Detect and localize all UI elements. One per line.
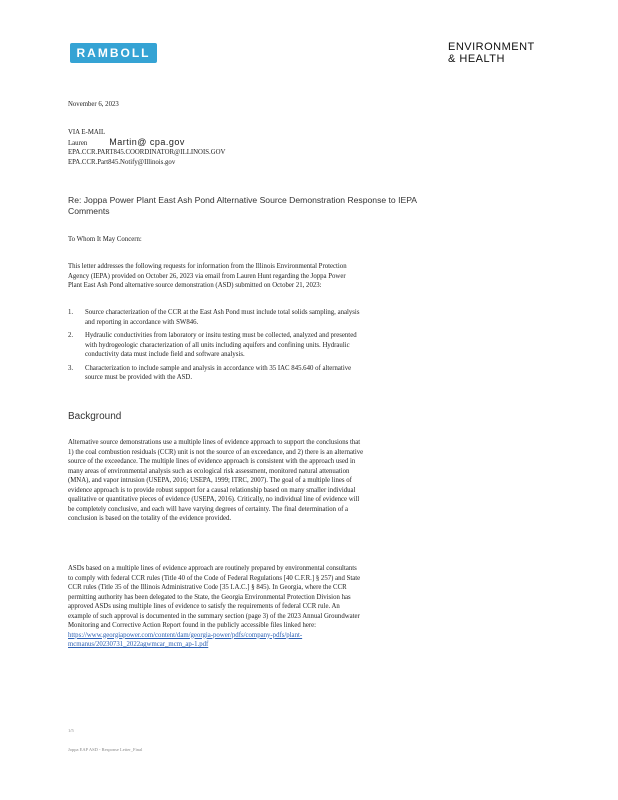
background-paragraph-1: Alternative source demonstrations use a multiple lines of evidence approach to support the conclusions that 1) the coal combustion residuals (CCR) unit is not the source of an exceedance, and 2) there is an alternative source of the exceedance. The multiple lines of evidence approach is consistent with the approach used in many areas of environmental analysis such as ecological risk assessment, monitored natural attenuation (MNA), and vapor intrusion (USEPA, 2016; USEPA, 1999; ITRC, 2007). The goal of a multiple lines of evidence approach is to provide robust support for a causal relationship based on many smaller individual qualitative or quantitative pieces of evidence (USEPA, 2016). Critically, no individual line of evidence will be completely conclusive, and each will have varying degrees of certainty. The final determination of a conclusion is based on the totality of the evidence provided.: [68, 439, 364, 522]
brand-line-2: & HEALTH: [448, 53, 505, 65]
list-number: 3.: [68, 364, 74, 372]
brand-line-1: ENVIRONMENT: [448, 41, 535, 53]
list-item: [68, 308, 368, 327]
letter-date: November 6, 2023: [68, 101, 119, 108]
via-email: VIA E-MAIL: [68, 129, 106, 136]
subject-line: Re: Joppa Power Plant East Ash Pond Alternative Source Demonstration Response to IEPA Comments: [68, 195, 417, 216]
list-number: 2.: [68, 332, 74, 339]
recipient-notify-email: EPA.CCR.Part845.Notify@Illinois.gov: [68, 158, 176, 166]
recipient-name: Lauren: [68, 139, 88, 147]
georgia-power-report-link[interactable]: https://www.georgiapower.com/content/dam/georgia-power/pdfs/company-pdfs/plant-mcmanus/20230731_2022agwmcar_mcm_ap-1.pdf: [68, 631, 303, 648]
background-heading: Background: [68, 411, 122, 422]
background-paragraph-2-text: ASDs based on a multiple lines of evidence approach are routinely prepared by environmental consultants to comply with federal CCR rules (Title 40 of the Code of Federal Regulations [40 C.F.R.] § 257) and State CCR rules (Title 35 of the Illinois Administrative Code [35 I.A.C.] § 845). In Georgia, where the CCR permitting authority has been delegated to the State, the Georgia Environmental Protection Division has approved ASDs using multiple lines of evidence to satisfy the requirements of federal CCR rule. An example of such approval is documented in the summary section (page 3) of the 2023 Annual Groundwater Monitoring and Corrective Action Report found in the publicly accessible files linked here:: [68, 565, 361, 629]
list-item: [68, 364, 368, 383]
list-number: 1.: [68, 309, 74, 316]
intro-paragraph: This letter addresses the following requests for information from the Illinois Environmental Protection Agency (IEPA) provided on October 26, 2023 via email from Lauren Hunt regarding the Joppa Power Plant East Ash Pond alternative source demonstration (ASD) submitted on October 21, 2023:: [68, 263, 347, 289]
ramboll-logo: RAMBOLL: [70, 43, 157, 63]
salutation: To Whom It May Concern:: [68, 236, 142, 243]
list-text: Source characterization of the CCR at the East Ash Pond must include total solids sampling, analysis and reporting in accordance with SW846.: [85, 309, 360, 326]
background-paragraph-2: [68, 564, 362, 650]
page-number: 1/5: [68, 728, 74, 733]
handwritten-email: Martin@ cpa.gov: [109, 136, 185, 147]
environment-health-brand: [448, 41, 535, 65]
list-text: Characterization to include sample and analysis in accordance with 35 IAC 845.640 of alternative source must be provided with the ASD.: [85, 364, 352, 381]
address-block: [68, 128, 225, 167]
document-footer: Joppa EAP ASD - Response Letter_Final: [68, 747, 143, 752]
requests-list: [68, 308, 368, 387]
recipient-coordinator-email: EPA.CCR.PART845.COORDINATOR@ILLINOIS.GOV: [68, 149, 226, 156]
recipient-lauren: [68, 138, 225, 149]
list-item: [68, 331, 368, 360]
list-text: Hydraulic conductivities from laboratory or insitu testing must be collected, analyzed and presented with hydrogeologic characterization of all units including aquifers and confining units. Hydraulic conductivity data must include field and software analysis.: [85, 332, 357, 358]
